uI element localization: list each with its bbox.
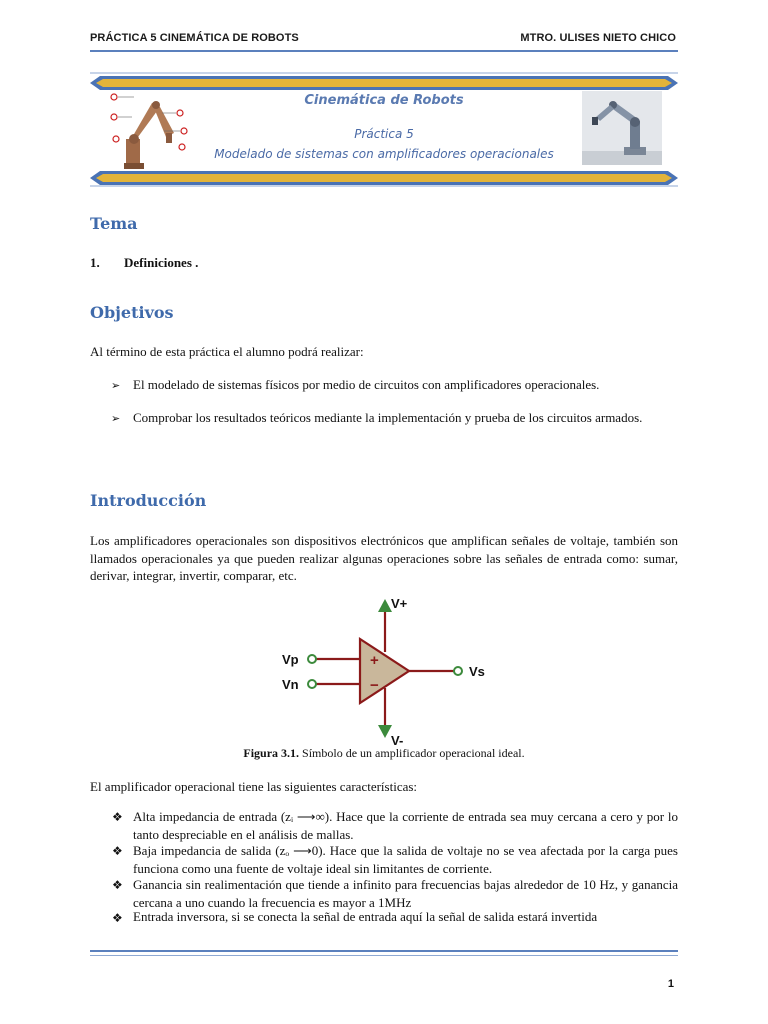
label-vplus: V+ — [391, 596, 408, 611]
bullet-arrow-icon: ➢ — [111, 413, 121, 425]
figure-caption-label: Figura 3.1. — [243, 746, 300, 760]
bullet-diamond-icon: ❖ — [112, 810, 123, 824]
section-heading-tema: Tema — [90, 214, 138, 233]
tema-item-number: 1. — [90, 255, 100, 270]
introduccion-paragraph: Los amplificadores operacionales son dispositivos electrónicos que amplifican señales de voltaje, también son llamados operacionales ya que pueden realizar algunas operaciones sobre las señales de entrada como: sumar, derivar, integrar, invertir, comparar, etc. — [90, 533, 678, 583]
banner-description: Modelado de sistemas con amplificadores operacionales — [214, 147, 554, 161]
minus-sign: − — [370, 677, 379, 694]
label-vn: Vn — [282, 677, 299, 692]
figure-caption-text: Símbolo de un amplificador operacional ideal. — [299, 746, 525, 760]
op-amp-symbol-diagram — [270, 594, 500, 746]
bullet-diamond-icon: ❖ — [112, 878, 123, 892]
bullet-arrow-icon: ➢ — [111, 380, 121, 392]
header-right: MTRO. ULISES NIETO CHICO — [520, 32, 676, 44]
objetivo-item: El modelado de sistemas físicos por medio de circuitos con amplificadores operacionales. — [133, 377, 600, 392]
label-vminus: V- — [391, 733, 404, 746]
tema-item-text: Definiciones . — [124, 255, 199, 270]
caracteristica-item: Entrada inversora, si se conecta la señal de entrada aquí la señal de salida estará invertida — [133, 909, 598, 924]
header-left: PRÁCTICA 5 CINEMÁTICA DE ROBOTS — [90, 32, 299, 44]
page-number: 1 — [667, 978, 674, 990]
header-rule — [90, 50, 678, 52]
objetivos-intro: Al término de esta práctica el alumno podrá realizar: — [90, 344, 364, 359]
objetivo-item: Comprobar los resultados teóricos mediante la implementación y prueba de los circuitos armados. — [133, 410, 643, 425]
bullet-diamond-icon: ❖ — [112, 911, 123, 925]
figure-caption — [90, 746, 678, 761]
banner-subtitle: Práctica 5 — [354, 127, 414, 141]
banner-title: Cinemática de Robots — [304, 93, 464, 108]
footer-rule — [90, 950, 678, 952]
section-heading-introduccion: Introducción — [90, 491, 207, 510]
bullet-diamond-icon: ❖ — [112, 844, 123, 858]
caracteristicas-intro: El amplificador operacional tiene las siguientes características: — [90, 779, 418, 794]
caracteristica-item: Alta impedancia de entrada (zᵢ ⟶∞). Hace que la corriente de entrada sea muy cercana a cero y por lo tanto despreciable en el análisis de mallas. — [133, 809, 678, 842]
section-heading-objetivos: Objetivos — [90, 303, 174, 322]
caracteristica-item: Ganancia sin realimentación que tiende a infinito para frecuencias bajas alrededor de 10 Hz, y ganancia cercana a uno cuando la frecuencia es mayor a 1MHz — [133, 877, 678, 910]
label-vp: Vp — [282, 652, 299, 667]
label-vs: Vs — [469, 664, 485, 679]
plus-sign: + — [370, 652, 379, 669]
title-banner — [90, 72, 678, 187]
caracteristica-item: Baja impedancia de salida (zₒ ⟶0). Hace que la salida de voltaje no se vea afectada por la carga pues funciona como una fuente de voltaje ideal sin limitantes de corriente. — [133, 843, 678, 876]
footer-rule-thin — [90, 955, 678, 956]
